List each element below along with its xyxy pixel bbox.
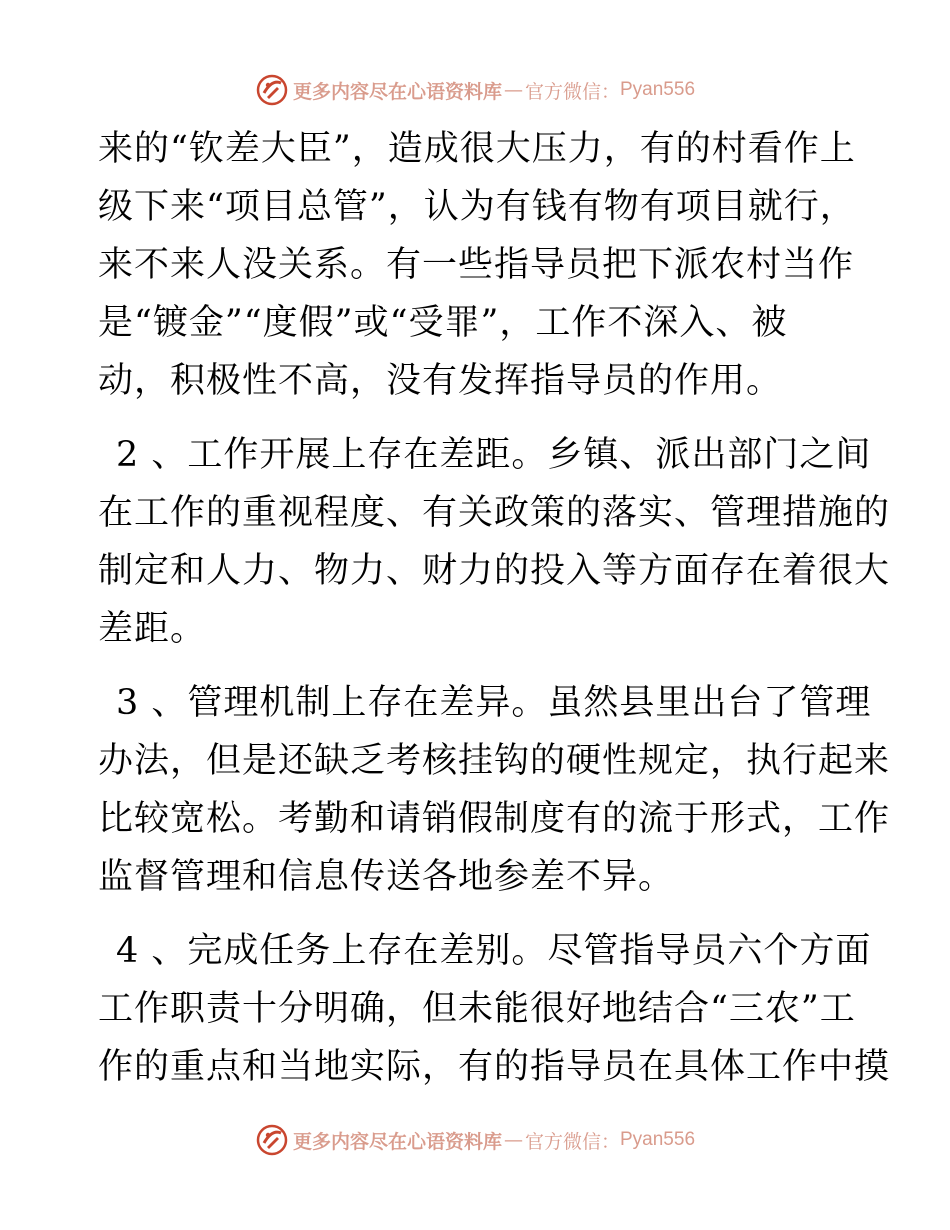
banner-dash: — — [503, 1129, 523, 1151]
header-watermark-banner — [0, 70, 950, 110]
text-line: 监督管理和信息传送各地参差不异。 — [98, 857, 675, 897]
banner-dash: — — [503, 79, 523, 101]
banner-official-label: 官方微信： — [524, 80, 620, 103]
banner-wechat-id: Pyan556 — [620, 79, 696, 100]
text-line: 是“镀金”“度假”或“受罪”，工作不深入、被 — [98, 303, 788, 343]
paragraph-2 — [98, 426, 891, 658]
text-line: 工作职责十分明确，但未能很好地结合“三农”工 — [98, 989, 856, 1029]
text-line: 制定和人力、物力、财力的投入等方面存在着很大 — [98, 551, 891, 591]
banner-wechat-id: Pyan556 — [620, 1129, 696, 1150]
text-line: 差距。 — [98, 609, 207, 649]
text-line: 2 、工作开展上存在差距。乡镇、派出部门之间 — [116, 435, 872, 475]
text-line: 3 、管理机制上存在差异。虽然县里出台了管理 — [116, 683, 872, 723]
text-line: 4 、完成任务上存在差别。尽管指导员六个方面 — [116, 931, 872, 971]
footer-watermark-banner — [0, 1120, 950, 1160]
text-line: 动，积极性不高，没有发挥指导员的作用。 — [98, 361, 783, 401]
text-line: 来的“钦差大臣”，造成很大压力，有的村看作上 — [98, 129, 856, 169]
brand-logo-icon — [255, 1123, 289, 1157]
document-body — [98, 120, 891, 1096]
brand-logo-icon — [255, 73, 289, 107]
paragraph-1 — [98, 120, 858, 410]
text-line: 办法，但是还缺乏考核挂钩的硬性规定，执行起来 — [98, 741, 891, 781]
text-line: 比较宽松。考勤和请销假制度有的流于形式，工作 — [98, 799, 891, 839]
text-line: 作的重点和当地实际，有的指导员在具体工作中摸 — [98, 1047, 891, 1087]
text-line: 在工作的重视程度、有关政策的落实、管理措施的 — [98, 493, 891, 533]
paragraph-4 — [98, 922, 891, 1096]
paragraph-3 — [98, 674, 891, 906]
text-line: 级下来“项目总管”，认为有钱有物有项目就行， — [98, 187, 856, 227]
text-line: 来不来人没关系。有一些指导员把下派农村当作 — [98, 245, 855, 285]
banner-official-label: 官方微信： — [524, 1130, 620, 1153]
banner-main-text: 更多内容尽在心语资料库 — [292, 1130, 502, 1153]
banner-main-text: 更多内容尽在心语资料库 — [292, 80, 502, 103]
